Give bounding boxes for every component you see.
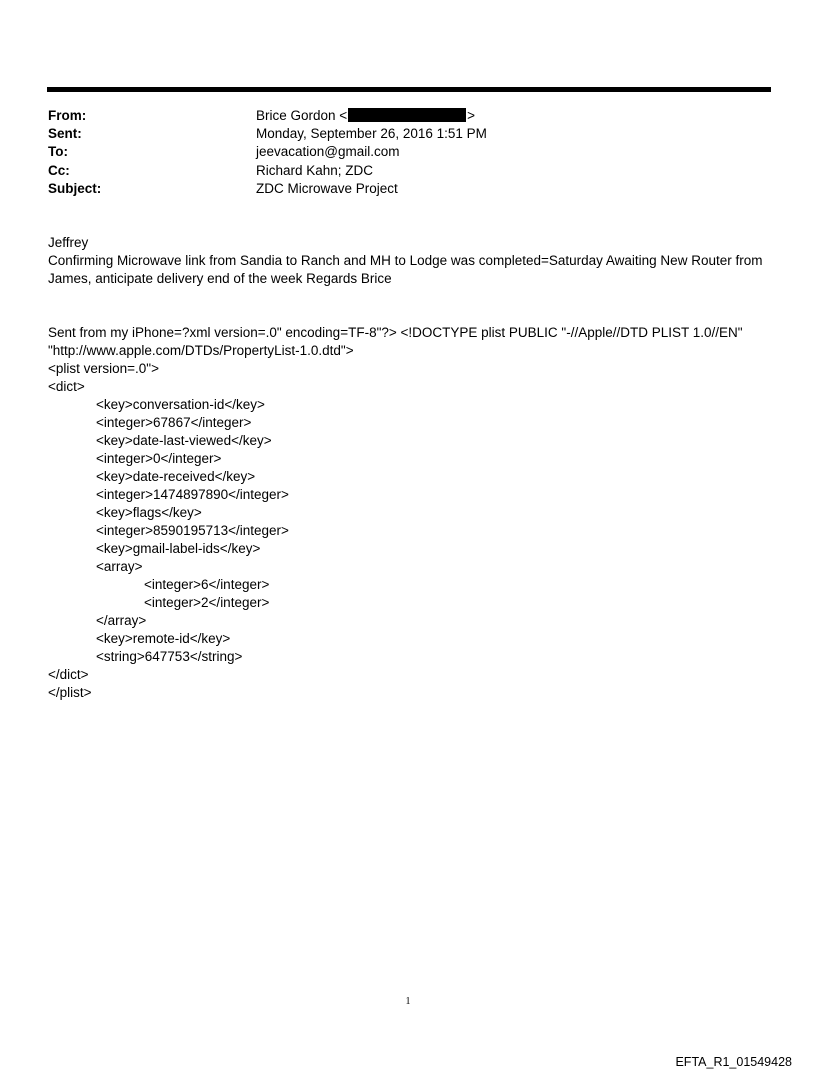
from-value [256,107,768,125]
to-row [48,143,768,161]
plist-line: <integer>1474897890</integer> [96,487,289,502]
plist-line: <key>flags</key> [96,505,202,520]
plist-block [48,360,770,702]
from-close: > [467,108,476,123]
greeting: Jeffrey [48,235,89,250]
signature-line: Sent from my iPhone=?xml version=.0" encoding=TF-8"?> <!DOCTYPE plist PUBLIC "-//Apple//DTD PLIST 1.0//EN" "http://www.apple.com/DTDs/PropertyList-1.0.dtd"> [48,325,743,358]
from-row [48,107,768,125]
to-value: jeevacation@gmail.com [256,144,400,160]
plist-line: <key>conversation-id</key> [96,397,265,412]
subject-value: ZDC Microwave Project [256,180,398,196]
plist-line: <integer>2</integer> [144,595,270,610]
plist-line: <integer>67867</integer> [96,415,252,430]
plist-line: </dict> [48,667,89,682]
from-label: From: [48,108,87,123]
email-body [48,234,770,702]
email-header [48,107,768,198]
plist-line: </plist> [48,685,92,700]
redaction-box [348,108,466,122]
plist-line: <key>gmail-label-ids</key> [96,541,261,556]
cc-value: Richard Kahn; ZDC [256,162,374,178]
plist-line: <string>647753</string> [96,649,243,664]
cc-label: Cc: [48,162,70,178]
from-name: Brice Gordon < [256,108,348,123]
header-divider [47,87,771,92]
plist-line: </array> [96,613,147,628]
subject-label: Subject: [48,180,102,196]
sent-label: Sent: [48,126,82,142]
spacer [48,288,770,324]
plist-line: <key>remote-id</key> [96,631,231,646]
message-text: Confirming Microwave link from Sandia to Ranch and MH to Lodge was completed=Saturday Awaiting New Router from James, anticipate delivery end of the week Regards Brice [48,253,763,286]
page-number: 1 [405,996,411,1007]
subject-row [48,180,768,198]
plist-line: <array> [96,559,143,574]
plist-line: <integer>6</integer> [144,577,270,592]
plist-line: <key>date-received</key> [96,469,256,484]
plist-line: <plist version=.0"> [48,361,159,376]
cc-row [48,162,768,180]
to-label: To: [48,144,68,160]
sent-row [48,125,768,143]
plist-line: <dict> [48,379,85,394]
plist-line: <integer>0</integer> [96,451,222,466]
document-id: EFTA_R1_01549428 [675,1055,792,1069]
plist-line: <integer>8590195713</integer> [96,523,289,538]
plist-line: <key>date-last-viewed</key> [96,433,272,448]
sent-value: Monday, September 26, 2016 1:51 PM [256,126,487,142]
